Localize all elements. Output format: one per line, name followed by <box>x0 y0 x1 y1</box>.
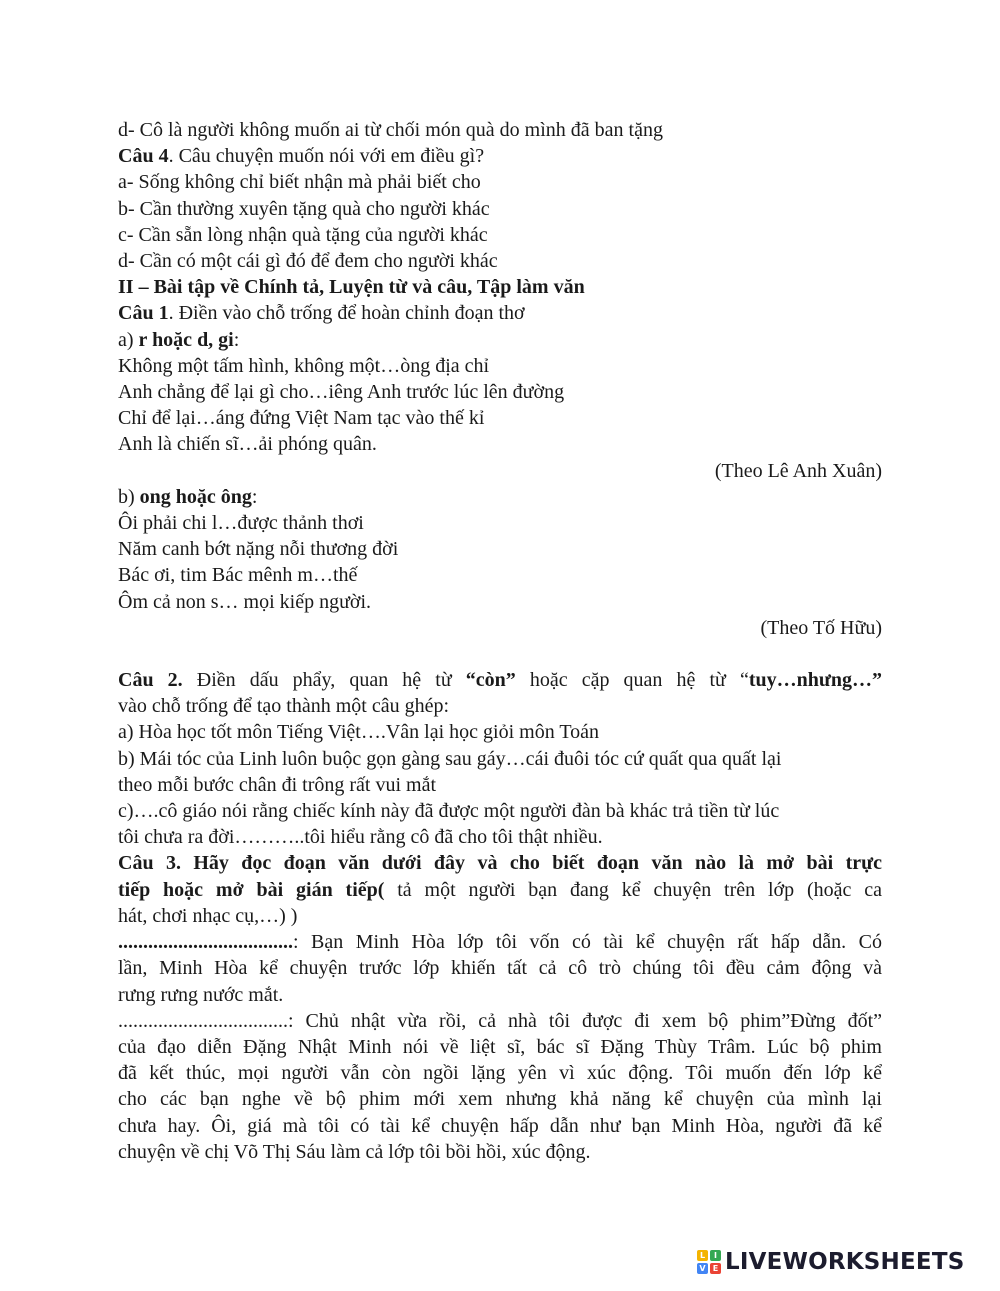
paragraph-2-line-3: đã kết thúc, mọi người vẫn còn ngồi lặng yên vì xúc động. Tôi muốn đến lớp kể <box>118 1062 882 1085</box>
worksheet-page <box>118 117 882 1165</box>
part-a-prefix: a) <box>118 328 139 351</box>
logo-mark-letter-1: L <box>697 1250 708 1261</box>
poem-a-line-3[interactable]: Chỉ để lại…áng đứng Việt Nam tạc vào thế kỉ <box>118 407 485 430</box>
s2q2-text-1: Điền dấu phẩy, quan hệ từ <box>182 669 466 692</box>
logo-mark-icon <box>697 1250 721 1274</box>
paragraph-2-line-2: của đạo diễn Đặng Nhật Minh nói về liệt sĩ, bác sĩ Đặng Thùy Trâm. Lúc bộ phim <box>118 1035 882 1058</box>
logo-mark-letter-2: I <box>710 1250 721 1261</box>
s2q2-item-c-line-1[interactable]: c)….cô giáo nói rằng chiếc kính này đã được một người đàn bà khác trả tiền từ lúc <box>118 800 780 823</box>
s2q2-question-line-2: vào chỗ trống để tạo thành một câu ghép: <box>118 695 450 718</box>
q4-option-b[interactable]: b- Cần thường xuyên tặng quà cho người khác <box>118 197 490 220</box>
q4-option-a[interactable]: a- Sống không chỉ biết nhận mà phải biết cho <box>118 171 481 194</box>
poem-b-line-2[interactable]: Năm canh bớt nặng nỗi thương đời <box>118 538 399 561</box>
s2q1-label: Câu 1 <box>118 302 169 325</box>
q4-option-c[interactable]: c- Cần sẵn lòng nhận quà tặng của người khác <box>118 223 488 246</box>
section-2-title: II – Bài tập về Chính tả, Luyện từ và câu, Tập làm văn <box>118 276 585 299</box>
q4-label: Câu 4 <box>118 145 169 168</box>
paragraph-2-line-5: chưa hay. Ôi, giá mà tôi có tài kể chuyện hấp dẫn như bạn Minh Hòa, người đã kể <box>118 1114 882 1137</box>
poem-a-line-1[interactable]: Không một tấm hình, không một…òng địa chỉ <box>118 354 490 377</box>
s2q2-word-tuy-nhung: tuy…nhưng…” <box>748 669 882 692</box>
paragraph-1-line-1 <box>118 929 882 955</box>
s2q3-plain-part: tả một người bạn đang kể chuyện trên lớp (hoặc ca <box>384 878 882 901</box>
paragraph-2-line-4: cho các bạn nghe về bộ phim mới xem nhưng khả năng kể chuyện của mình lại <box>118 1088 882 1111</box>
paragraph-2-line-6: chuyện về chị Võ Thị Sáu làm cả lớp tôi bồi hồi, xúc động. <box>118 1140 591 1163</box>
paragraph-1-line-3: rưng rưng nước mắt. <box>118 983 284 1006</box>
s2q3-question-line-3: hát, chơi nhạc cụ,…) ) <box>118 904 298 927</box>
q4-question-text: . Câu chuyện muốn nói với em điều gì? <box>168 145 485 168</box>
s2q2-item-b-line-2: theo mỗi bước chân đi trông rất vui mắt <box>118 773 437 796</box>
poem-b-line-4[interactable]: Ôm cả non s… mọi kiếp người. <box>118 590 372 613</box>
s2q2-question <box>118 667 882 693</box>
s2q1-part-a-heading <box>118 327 882 353</box>
s2q3-question-line-2 <box>118 877 882 903</box>
spacer <box>118 641 882 667</box>
s2q2-item-c-line-2[interactable]: tôi chưa ra đời………..tôi hiểu rằng cô đã cho tôi thật nhiều. <box>118 826 603 849</box>
part-b-colon: : <box>251 485 258 508</box>
poem-a-line-4[interactable]: Anh là chiến sĩ…ải phóng quân. <box>118 433 377 456</box>
logo-mark-letter-4: E <box>710 1263 721 1274</box>
poem-b-line-1[interactable]: Ôi phải chi l…được thảnh thơi <box>118 512 364 535</box>
s2q1-part-b-heading <box>118 484 882 510</box>
poem-b-source: (Theo Tố Hữu) <box>760 616 882 639</box>
paragraph-1-text: : Bạn Minh Hòa lớp tôi vốn có tài kể chuyện rất hấp dẫn. Có <box>293 931 882 954</box>
s2q2-label: Câu 2. <box>118 669 183 692</box>
s2q2-item-a[interactable]: a) Hòa học tốt môn Tiếng Việt….Vân lại học giỏi môn Toán <box>118 721 600 744</box>
paragraph-1-answer-blank[interactable]: ................................... <box>118 931 293 954</box>
s2q1-instruction <box>118 300 882 326</box>
paragraph-1-line-2: lần, Minh Hòa kể chuyện trước lớp khiến tất cả cô trò chúng tôi đều cảm động và <box>118 957 882 980</box>
part-b-letters: ong hoặc ông <box>139 485 252 508</box>
s2q2-text-2: hoặc cặp quan hệ từ “ <box>515 669 749 692</box>
part-b-prefix: b) <box>118 485 140 508</box>
s2q3-question-line-1: Câu 3. Hãy đọc đoạn văn dưới đây và cho biết đoạn văn nào là mở bài trực <box>118 852 882 875</box>
q3-option-d: d- Cô là người không muốn ai từ chối món quà do mình đã ban tặng <box>118 119 663 141</box>
poem-b-line-3[interactable]: Bác ơi, tim Bác mênh m…thế <box>118 564 358 587</box>
q4-question <box>118 143 882 169</box>
liveworksheets-logo[interactable] <box>697 1240 964 1284</box>
logo-mark-letter-3: V <box>697 1263 708 1274</box>
s2q3-bold-part: tiếp hoặc mở bài gián tiếp( <box>118 878 385 901</box>
s2q2-item-b-line-1[interactable]: b) Mái tóc của Linh luôn buộc gọn gàng sau gáy…cái đuôi tóc cứ quất qua quất lại <box>118 747 782 770</box>
logo-text: LIVEWORKSHEETS <box>725 1249 965 1275</box>
part-a-letters: r hoặc d, gi <box>138 328 234 351</box>
s2q2-word-con: “còn” <box>465 669 516 692</box>
part-a-colon: : <box>233 328 240 351</box>
q4-option-d[interactable]: d- Cần có một cái gì đó để đem cho người khác <box>118 250 498 273</box>
paragraph-2-line-1[interactable]: ..................................: Chủ nhật vừa rồi, cả nhà tôi được đi xem bộ phim”Đừng đốt” <box>118 1009 882 1032</box>
poem-a-source: (Theo Lê Anh Xuân) <box>714 459 882 482</box>
s2q1-instruction-text: . Điền vào chỗ trống để hoàn chỉnh đoạn thơ <box>168 302 525 325</box>
poem-a-line-2[interactable]: Anh chẳng để lại gì cho…iêng Anh trước lúc lên đường <box>118 381 565 404</box>
